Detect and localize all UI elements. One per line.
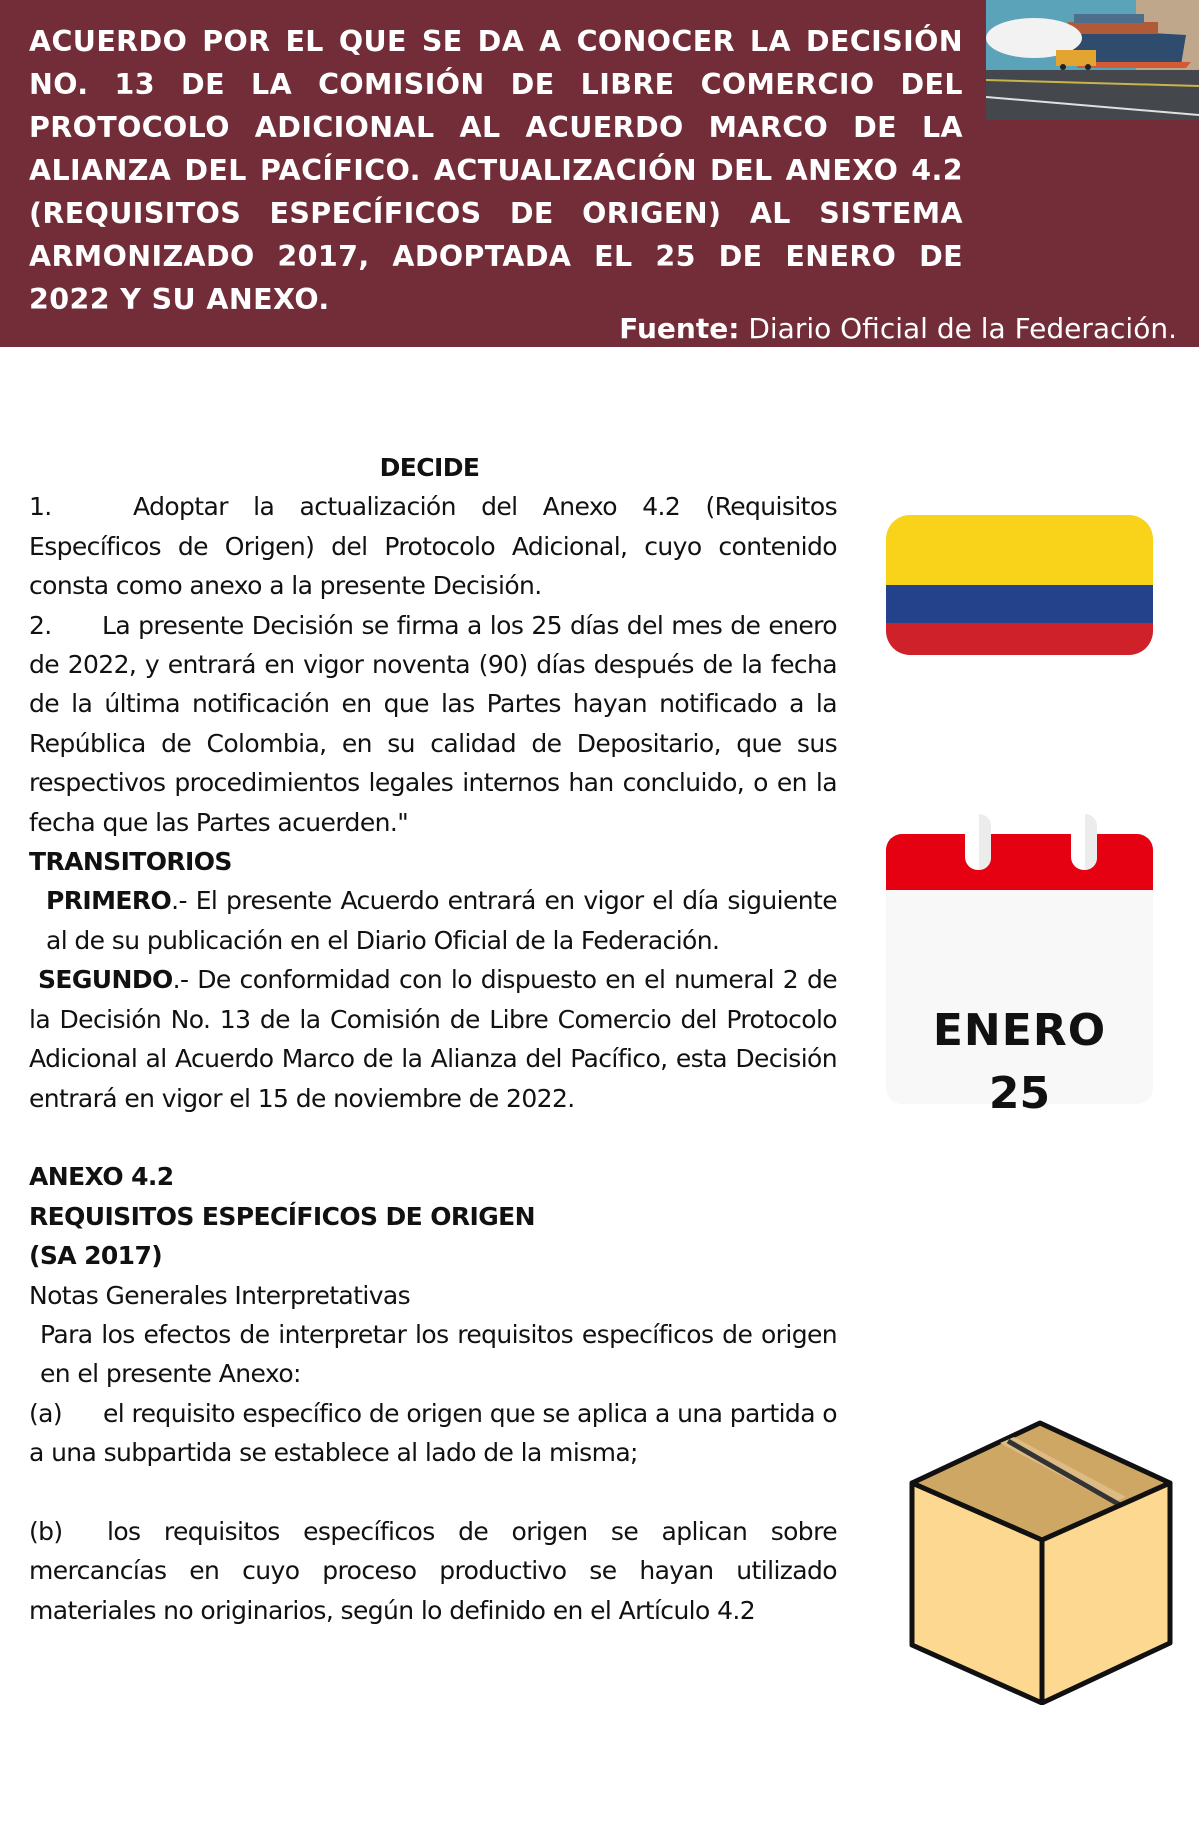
anexo-item-b: (b) los requisitos específicos de origen se aplican sobre mercancías en cuyo proceso productivo se hayan utilizado materiales no originarios, según lo definido en el Artículo 4.2 — [29, 1512, 837, 1630]
source-label: Fuente: — [619, 312, 740, 345]
anexo-sa-version: (SA 2017) — [29, 1241, 163, 1271]
anexo-heading: ANEXO 4.2 — [29, 1162, 174, 1192]
transitorio-segundo: SEGUNDO.- De conformidad con lo dispuesto en el numeral 2 de la Decisión No. 13 de la Comisión de Libre Comercio del Protocolo Adicional al Acuerdo Marco de la Alianza del Pacífico, esta Decisión entrará en vigor el 15 de noviembre de 2022. — [29, 965, 837, 1113]
transitorio-primero: PRIMERO.- El presente Acuerdo entrará en vigor el día siguiente al de su publicación en el Diario Oficial de la Federación. — [46, 886, 837, 955]
cardboard-box-icon — [880, 1395, 1180, 1705]
source-value: Diario Oficial de la Federación. — [739, 312, 1177, 345]
item-number: 2. — [29, 610, 52, 640]
header-banner — [0, 0, 1199, 347]
calendar-month: ENERO — [932, 1005, 1107, 1056]
calendar-icon — [886, 780, 1153, 1180]
colombia-flag-icon — [886, 515, 1153, 655]
anexo-intro: Para los efectos de interpretar los requisitos específicos de origen en el presente Anexo: — [40, 1319, 837, 1389]
calendar-day: 25 — [988, 1068, 1051, 1119]
anexo-subheading: REQUISITOS ESPECÍFICOS DE ORIGEN — [29, 1201, 535, 1231]
decide-item-1: 1. Adoptar la actualización del Anexo 4.2 (Requisitos Específicos de Origen) del Protocolo Adicional, cuyo contenido consta como anexo a la presente Decisión. — [29, 487, 837, 605]
decide-item-2: 2. La presente Decisión se firma a los 25 días del mes de enero de 2022, y entrará en vigor noventa (90) días después de la fecha de la última notificación en que las Partes hayan notificado a la República de Colombia, en su calidad de Depositario, que sus respectivos procedimientos legales internos han concluido, o en la fecha que las Partes acuerden." — [29, 606, 837, 842]
item-letter: (b) — [29, 1516, 63, 1546]
notas-generales-title: Notas Generales Interpretativas — [29, 1280, 411, 1310]
page-title: ACUERDO POR EL QUE SE DA A CONOCER LA DECISIÓN NO. 13 DE LA COMISIÓN DE LIBRE COMERCIO DEL PROTOCOLO ADICIONAL AL ACUERDO MARCO DE LA ALIANZA DEL PACÍFICO. ACTUALIZACIÓN DEL ANEXO 4.2 (REQUISITOS ESPECÍFICOS DE ORIGEN) AL SISTEMA ARMONIZADO 2017, ADOPTADA EL 25 DE ENERO DE 2022 Y SU ANEXO. — [29, 25, 963, 316]
transitorios-heading: TRANSITORIOS — [29, 847, 232, 877]
calendar-ring — [965, 814, 991, 870]
main-content — [29, 448, 837, 1630]
anexo-item-a: (a) el requisito específico de origen que se aplica a una partida o a una subpartida se establece al lado de la misma; — [29, 1394, 837, 1473]
calendar-ring — [1071, 814, 1097, 870]
logistics-photo — [986, 0, 1199, 120]
source-line — [619, 311, 1177, 347]
item-letter: (a) — [29, 1398, 63, 1428]
item-number: 1. — [29, 492, 52, 522]
decide-heading: DECIDE — [379, 453, 480, 482]
calendar-header — [886, 834, 1153, 890]
